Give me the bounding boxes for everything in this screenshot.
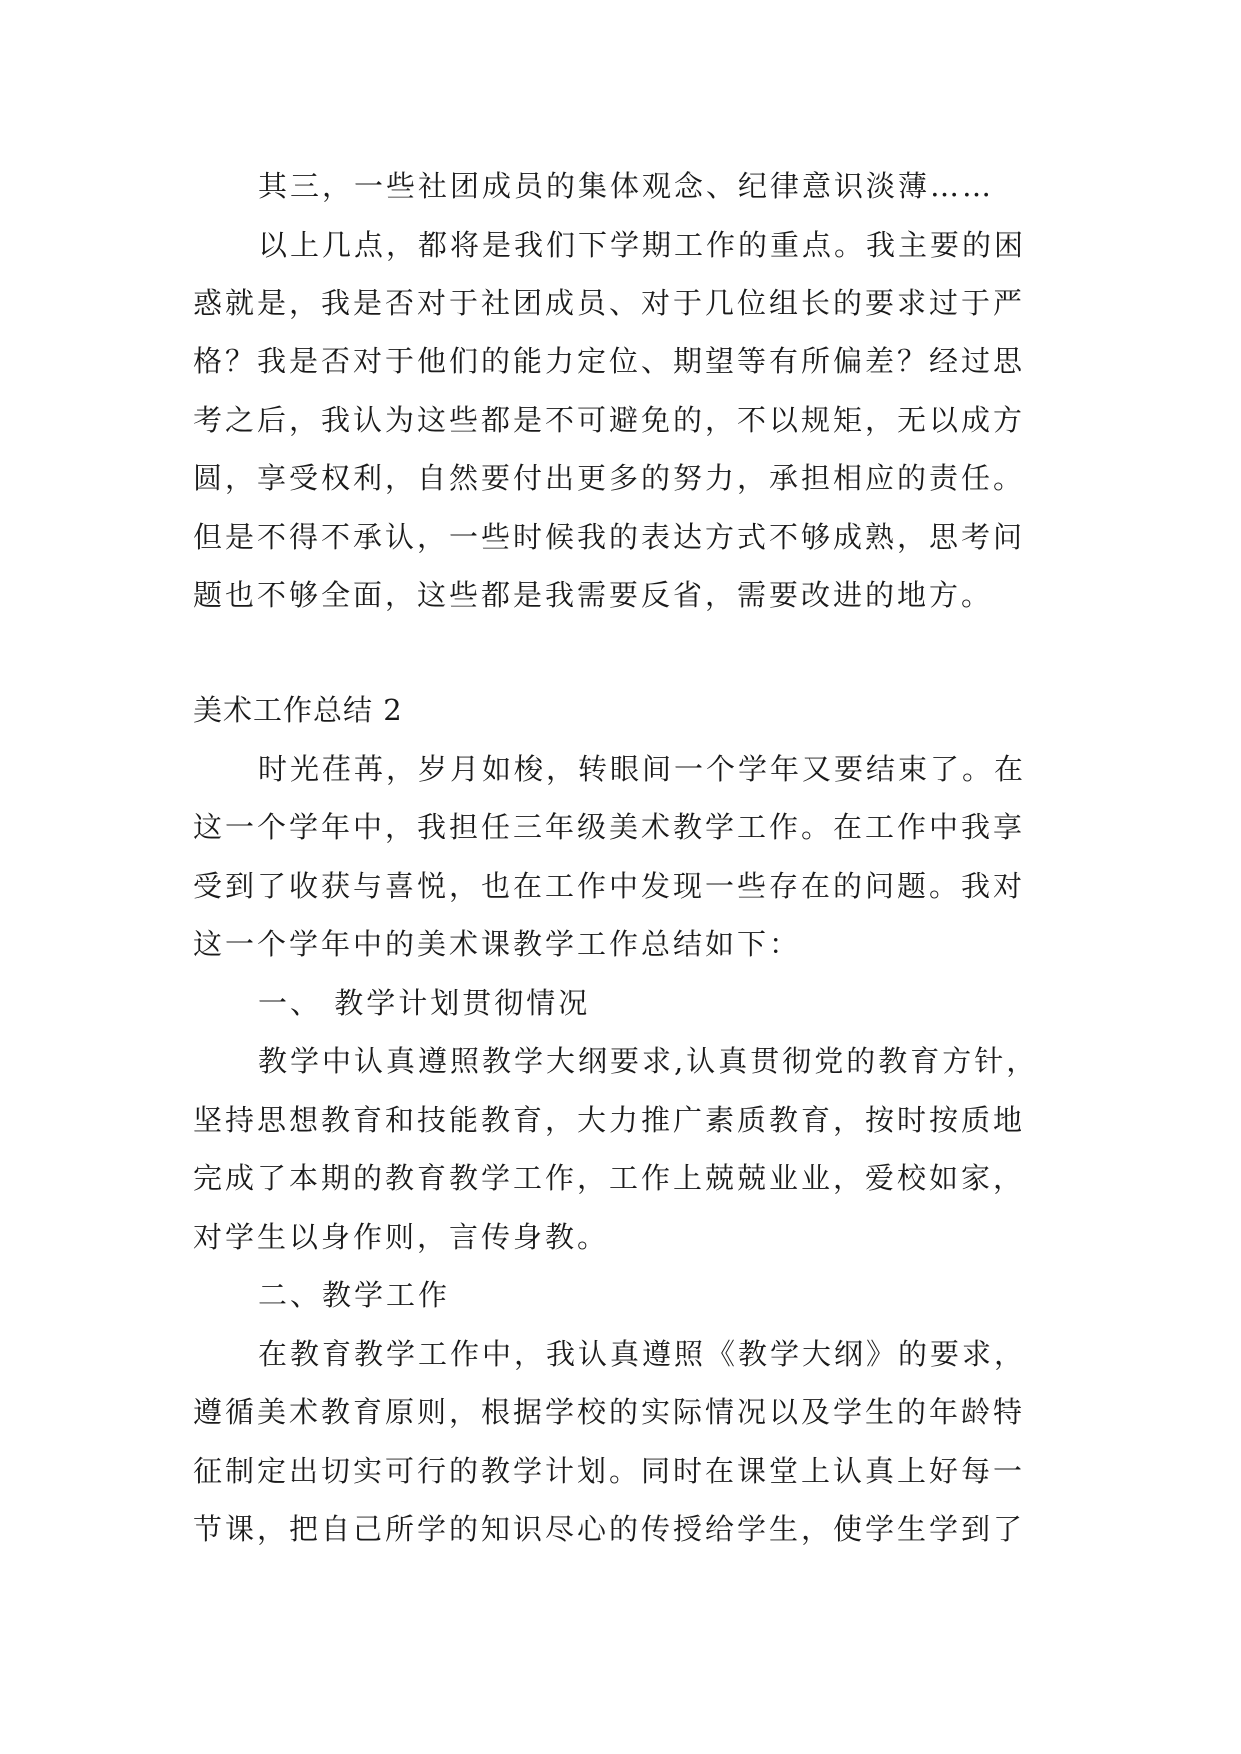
paragraph-line: 格？我是否对于他们的能力定位、期望等有所偏差？经过思 [193, 344, 1026, 378]
paragraph-line: 完成了本期的教育教学工作，工作上兢兢业业，爱校如家， [193, 1161, 1026, 1195]
paragraph-line: 教学中认真遵照教学大纲要求,认真贯彻党的教育方针， [258, 1044, 1039, 1078]
paragraph-line: 时光荏苒，岁月如梭，转眼间一个学年又要结束了。在 [258, 752, 1027, 786]
paragraph-line: 但是不得不承认，一些时候我的表达方式不够成熟，思考问 [193, 520, 1026, 554]
paragraph-line: 对学生以身作则，言传身教。 [193, 1220, 610, 1254]
paragraph-line: 征制定出切实可行的教学计划。同时在课堂上认真上好每一 [193, 1454, 1026, 1488]
paragraph-line: 惑就是，我是否对于社团成员、对于几位组长的要求过于严 [193, 286, 1026, 320]
paragraph-line: 题也不够全面，这些都是我需要反省，需要改进的地方。 [193, 578, 994, 612]
paragraph-line: 坚持思想教育和技能教育，大力推广素质教育，按时按质地 [193, 1103, 1026, 1137]
paragraph-line: 这一个学年中，我担任三年级美术教学工作。在工作中我享 [193, 810, 1026, 844]
paragraph-line: 在教育教学工作中，我认真遵照《教学大纲》的要求， [258, 1337, 1027, 1371]
subsection-heading: 一、 教学计划贯彻情况 [258, 986, 591, 1020]
paragraph-line: 以上几点，都将是我们下学期工作的重点。我主要的困 [258, 228, 1027, 262]
section-title: 美术工作总结 2 [193, 693, 403, 727]
paragraph-line: 节课，把自己所学的知识尽心的传授给学生，使学生学到了 [193, 1512, 1026, 1546]
paragraph-line: 遵循美术教育原则，根据学校的实际情况以及学生的年龄特 [193, 1395, 1026, 1429]
paragraph-line: 其三，一些社团成员的集体观念、纪律意识淡薄…… [258, 169, 995, 203]
subsection-heading: 二、教学工作 [258, 1278, 451, 1312]
paragraph-line: 受到了收获与喜悦，也在工作中发现一些存在的问题。我对 [193, 869, 1026, 903]
paragraph-line: 这一个学年中的美术课教学工作总结如下： [193, 927, 802, 961]
paragraph-line: 考之后，我认为这些都是不可避免的，不以规矩，无以成方 [193, 403, 1026, 437]
paragraph-line: 圆，享受权利，自然要付出更多的努力，承担相应的责任。 [193, 461, 1026, 495]
